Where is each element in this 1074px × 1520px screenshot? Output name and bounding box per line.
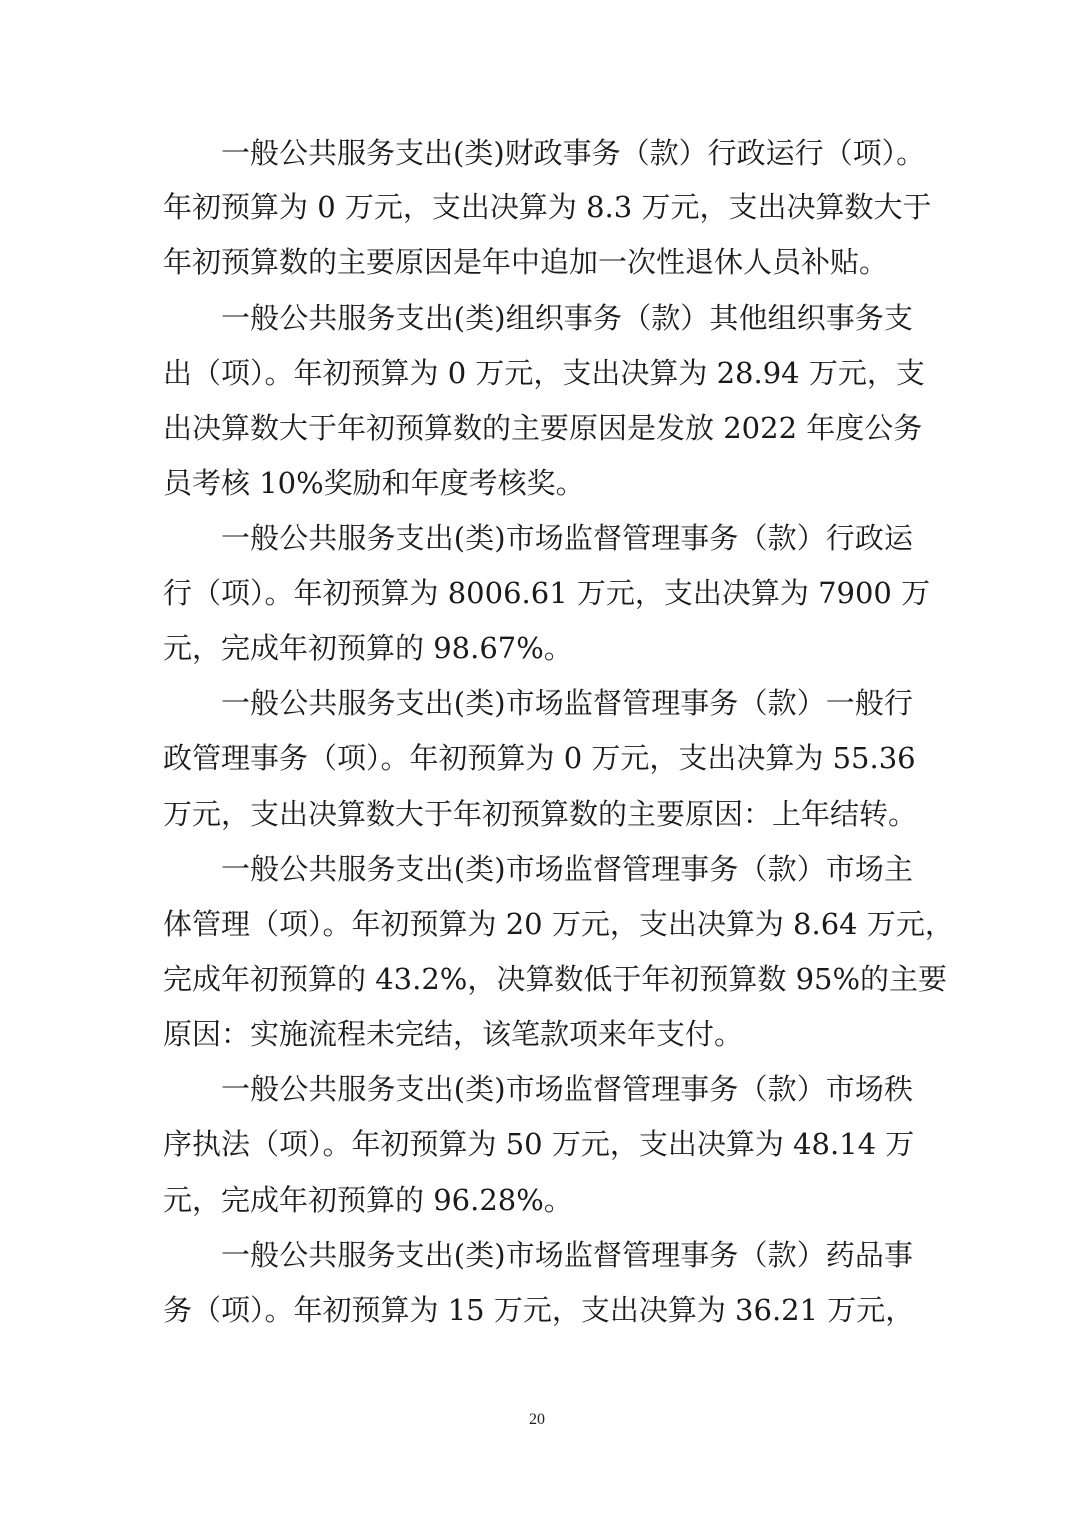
paragraph-5-line-4: 原因：实施流程未完结，该笔款项来年支付。 [163, 1017, 744, 1051]
paragraph-7-line-2: 务（项）。年初预算为 15 万元，支出决算为 36.21 万元， [163, 1293, 915, 1327]
paragraph-6-line-2: 序执法（项）。年初预算为 50 万元，支出决算为 48.14 万 [163, 1127, 915, 1161]
paragraph-2-line-4: 员考核 10%奖励和年度考核奖。 [163, 466, 585, 500]
paragraph-1-line-3: 年初预算数的主要原因是年中追加一次性退休人员补贴。 [163, 245, 889, 279]
paragraph-3-line-1: 一般公共服务支出(类)市场监督管理事务（款）行政运 [221, 521, 913, 555]
page-number: 20 [529, 1411, 545, 1428]
paragraph-6-line-1: 一般公共服务支出(类)市场监督管理事务（款）市场秩 [221, 1072, 913, 1106]
paragraph-4-line-3: 万元，支出决算数大于年初预算数的主要原因：上年结转。 [163, 797, 918, 831]
paragraph-1-line-2: 年初预算为 0 万元，支出决算为 8.3 万元，支出决算数大于 [163, 190, 932, 224]
paragraph-5-line-1: 一般公共服务支出(类)市场监督管理事务（款）市场主 [221, 852, 913, 886]
paragraph-4-line-1: 一般公共服务支出(类)市场监督管理事务（款）一般行 [221, 686, 913, 720]
paragraph-2-line-2: 出（项）。年初预算为 0 万元，支出决算为 28.94 万元，支 [163, 356, 925, 390]
paragraph-5-line-2: 体管理（项）。年初预算为 20 万元，支出决算为 8.64 万元， [163, 907, 954, 941]
paragraph-6-line-3: 元，完成年初预算的 96.28%。 [163, 1183, 573, 1217]
paragraph-3-line-3: 元，完成年初预算的 98.67%。 [163, 631, 573, 665]
paragraph-2-line-1: 一般公共服务支出(类)组织事务（款）其他组织事务支 [221, 301, 913, 335]
paragraph-1-line-1: 一般公共服务支出(类)财政事务（款）行政运行（项）。 [221, 136, 926, 170]
paragraph-7-line-1: 一般公共服务支出(类)市场监督管理事务（款）药品事 [221, 1238, 913, 1272]
paragraph-2-line-3: 出决算数大于年初预算数的主要原因是发放 2022 年度公务 [163, 411, 923, 445]
paragraph-5-line-3: 完成年初预算的 43.2%，决算数低于年初预算数 95%的主要 [163, 962, 948, 996]
paragraph-3-line-2: 行（项）。年初预算为 8006.61 万元，支出决算为 7900 万 [163, 576, 931, 610]
paragraph-4-line-2: 政管理事务（项）。年初预算为 0 万元，支出决算为 55.36 [163, 741, 916, 775]
